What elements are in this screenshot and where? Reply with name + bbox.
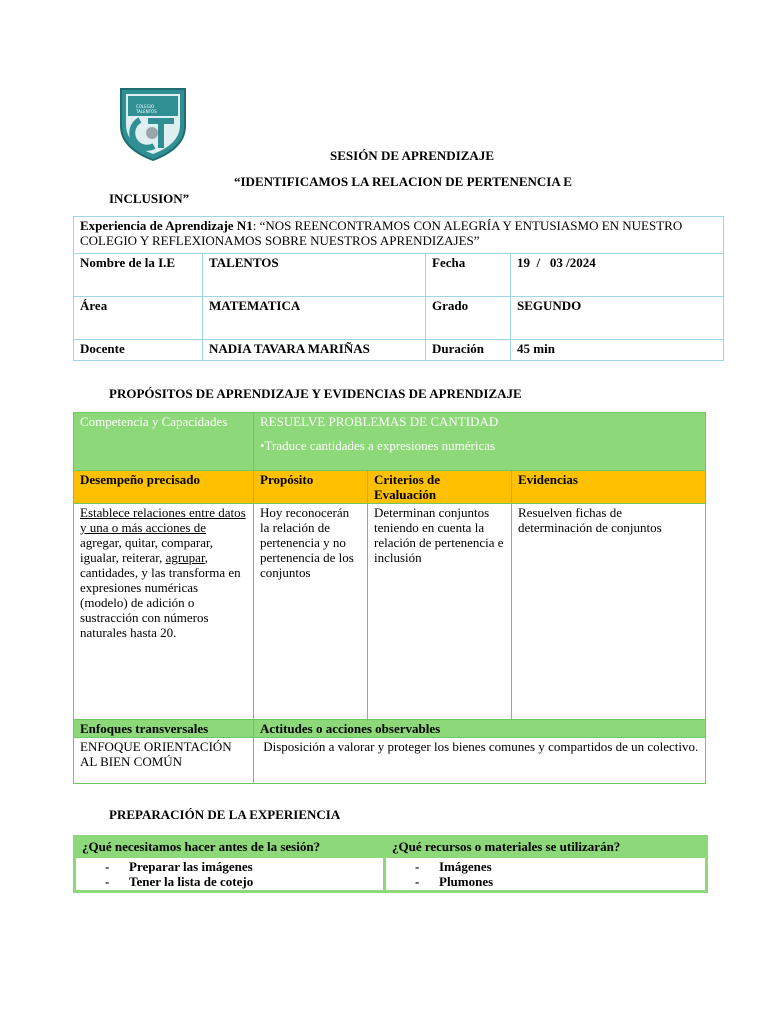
list-item — [77, 874, 382, 889]
header-proposito: Propósito — [254, 471, 368, 504]
experience-cell — [74, 217, 724, 254]
criterios-value: Determinan conjuntos teniendo en cuenta la relación de pertenencia e inclusión — [368, 504, 512, 720]
dash: - — [415, 859, 420, 874]
duracion-value: 45 min — [511, 340, 724, 361]
header-criterios: Criterios de Evaluación — [368, 471, 512, 504]
actitud-value: Disposición a valorar y proteger los bienes comunes y compartidos de un colectivo. — [254, 738, 706, 784]
prep-table — [73, 835, 708, 893]
info-table — [73, 216, 724, 361]
dash: - — [415, 874, 420, 889]
competencia-value: RESUELVE PROBLEMAS DE CANTIDAD — [260, 414, 499, 429]
header-evidencias: Evidencias — [512, 471, 706, 504]
dash: - — [105, 874, 110, 889]
desempeno-text-b: , cantidades, y las transforma en expresiones numéricas (modelo) de adición o sustracción con números naturales hasta 20. — [80, 550, 241, 640]
prep-question-1: ¿Qué necesitamos hacer antes de la sesión? — [75, 837, 385, 857]
prep-a2-0: Imágenes — [439, 859, 492, 874]
evidencias-value: Resuelven fichas de determinación de conjuntos — [512, 504, 706, 720]
ie-value: TALENTOS — [203, 254, 426, 297]
section-prep-heading: PREPARACIÓN DE LA EXPERIENCIA — [109, 807, 341, 822]
desempeno-value — [74, 504, 254, 720]
dash: - — [105, 859, 110, 874]
enfoque-value: ENFOQUE ORIENTACIÓN AL BIEN COMÚN — [74, 738, 254, 784]
list-item — [387, 874, 704, 889]
actitudes-label: Actitudes o acciones observables — [254, 720, 706, 738]
svg-text:TALENTOS: TALENTOS — [136, 109, 157, 114]
svg-text:COLEGIO: COLEGIO — [136, 104, 155, 109]
experience-label: Experiencia de Aprendizaje N1 — [80, 218, 253, 233]
enfoques-label: Enfoques transversales — [74, 720, 254, 738]
area-value: MATEMATICA — [203, 297, 426, 340]
area-label: Área — [74, 297, 203, 340]
capacidad-value: •Traduce cantidades a expresiones numéricas — [260, 438, 496, 453]
section-purposes-heading: PROPÓSITOS DE APRENDIZAJE Y EVIDENCIAS DE APRENDIZAJE — [109, 386, 522, 401]
prep-a2-1: Plumones — [439, 874, 494, 889]
grado-value: SEGUNDO — [511, 297, 724, 340]
header-desempeno: Desempeño precisado — [74, 471, 254, 504]
prep-answers-1 — [75, 857, 385, 892]
list-item — [387, 859, 704, 874]
prep-a1-1: Tener la lista de cotejo — [129, 874, 254, 889]
grado-label: Grado — [426, 297, 511, 340]
competencia-cell — [254, 413, 706, 471]
prep-a1-0: Preparar las imágenes — [129, 859, 253, 874]
desempeno-text-a: agregar, quitar, comparar, igualar, reiterar, — [80, 535, 214, 565]
proposito-value: Hoy reconocerán la relación de pertenencia y no pertenencia de los conjuntos — [254, 504, 368, 720]
page-title: SESIÓN DE APRENDIZAJE — [330, 148, 494, 163]
desempeno-underlined: Establece relaciones entre datos y una o más acciones de — [80, 505, 246, 535]
purposes-table — [73, 412, 706, 784]
docente-label: Docente — [74, 340, 203, 361]
desempeno-agrupar: agrupar — [165, 550, 205, 565]
fecha-label: Fecha — [426, 254, 511, 297]
fecha-value: 19 / 03 /2024 — [511, 254, 724, 297]
docente-value: NADIA TAVARA MARIÑAS — [203, 340, 426, 361]
competencia-label: Competencia y Capacidades — [74, 413, 254, 471]
prep-answers-2 — [385, 857, 707, 892]
page-subtitle-line1: “IDENTIFICAMOS LA RELACION DE PERTENENCIA E — [234, 174, 572, 189]
ie-label: Nombre de la I.E — [74, 254, 203, 297]
prep-question-2: ¿Qué recursos o materiales se utilizarán? — [385, 837, 707, 857]
list-item — [77, 859, 382, 874]
experience-text: : “NOS REENCONTRAMOS CON ALEGRÍA Y ENTUSIASMO EN NUESTRO COLEGIO Y REFLEXIONAMOS SOBRE NUESTROS APRENDIZAJES” — [80, 218, 683, 248]
page-subtitle-line2: INCLUSION” — [109, 191, 190, 206]
duracion-label: Duración — [426, 340, 511, 361]
